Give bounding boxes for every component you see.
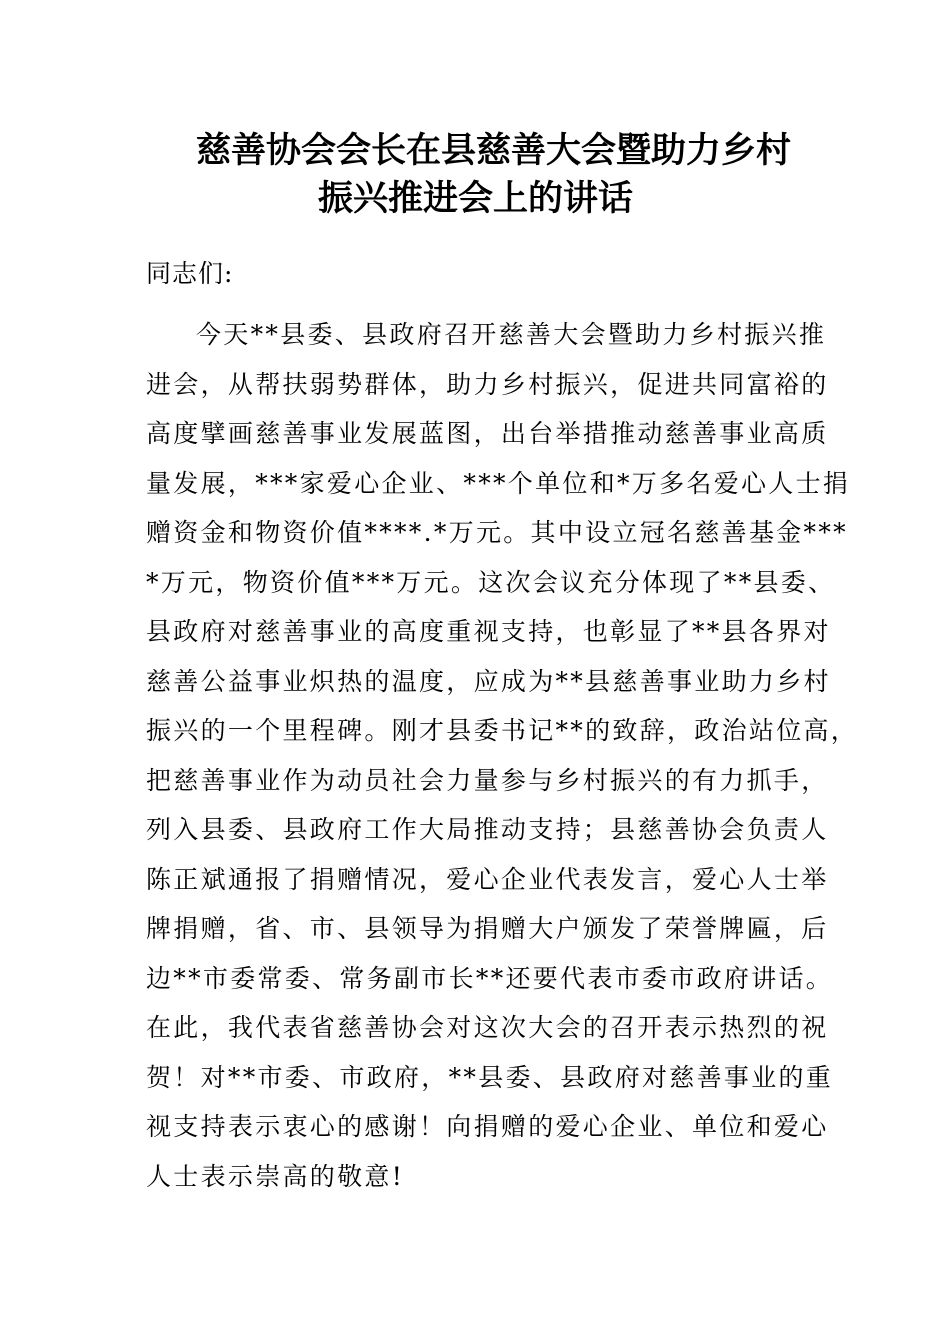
paragraph-line: 牌捐赠，省、市、县领导为捐赠大户颁发了荣誉牌匾，后	[146, 914, 829, 943]
body-paragraph	[146, 318, 859, 1209]
document-title-line-1: 慈善协会会长在县慈善大会暨助力乡村	[196, 130, 792, 171]
paragraph-line: 赠资金和物资价值****.*万元。其中设立冠名慈善基金***	[146, 518, 848, 547]
paragraph-line: 县政府对慈善事业的高度重视支持，也彰显了**县各界对	[146, 617, 831, 646]
paragraph-line: *万元，物资价值***万元。这次会议充分体现了**县委、	[146, 567, 836, 597]
paragraph-line: 把慈善事业作为动员社会力量参与乡村振兴的有力抓手，	[146, 765, 829, 795]
paragraph-line: 高度擘画慈善事业发展蓝图，出台举措推动慈善事业高质	[146, 419, 829, 448]
paragraph-line: 贺！对**市委、市政府，**县委、县政府对慈善事业的重	[146, 1062, 834, 1092]
paragraph-line: 量发展，***家爱心企业、***个单位和*万多名爱心人士捐	[146, 468, 851, 498]
paragraph-line: 振兴的一个里程碑。刚才县委书记**的致辞，政治站位高，	[146, 716, 859, 745]
salutation: 同志们:	[146, 259, 234, 288]
paragraph-line: 今天**县委、县政府召开慈善大会暨助力乡村振兴推	[196, 320, 827, 349]
paragraph-line: 人士表示崇高的敬意!	[146, 1161, 405, 1191]
paragraph-line: 视支持表示衷心的感谢！向捐赠的爱心企业、单位和爱心	[146, 1112, 829, 1141]
paragraph-line: 列入县委、县政府工作大局推动支持；县慈善协会负责人	[146, 815, 829, 844]
paragraph-line: 在此，我代表省慈善协会对这次大会的召开表示热烈的祝	[146, 1013, 829, 1042]
paragraph-line: 边**市委常委、常务副市长**还要代表市委市政府讲话。	[146, 963, 834, 993]
paragraph-line: 陈正斌通报了捐赠情况，爱心企业代表发言，爱心人士举	[146, 864, 829, 894]
paragraph-line: 慈善公益事业炽热的温度，应成为**县慈善事业助力乡村	[146, 666, 831, 696]
document-title-line-2: 振兴推进会上的讲话	[318, 178, 634, 219]
paragraph-line: 进会，从帮扶弱势群体，助力乡村振兴，促进共同富裕的	[146, 369, 829, 399]
